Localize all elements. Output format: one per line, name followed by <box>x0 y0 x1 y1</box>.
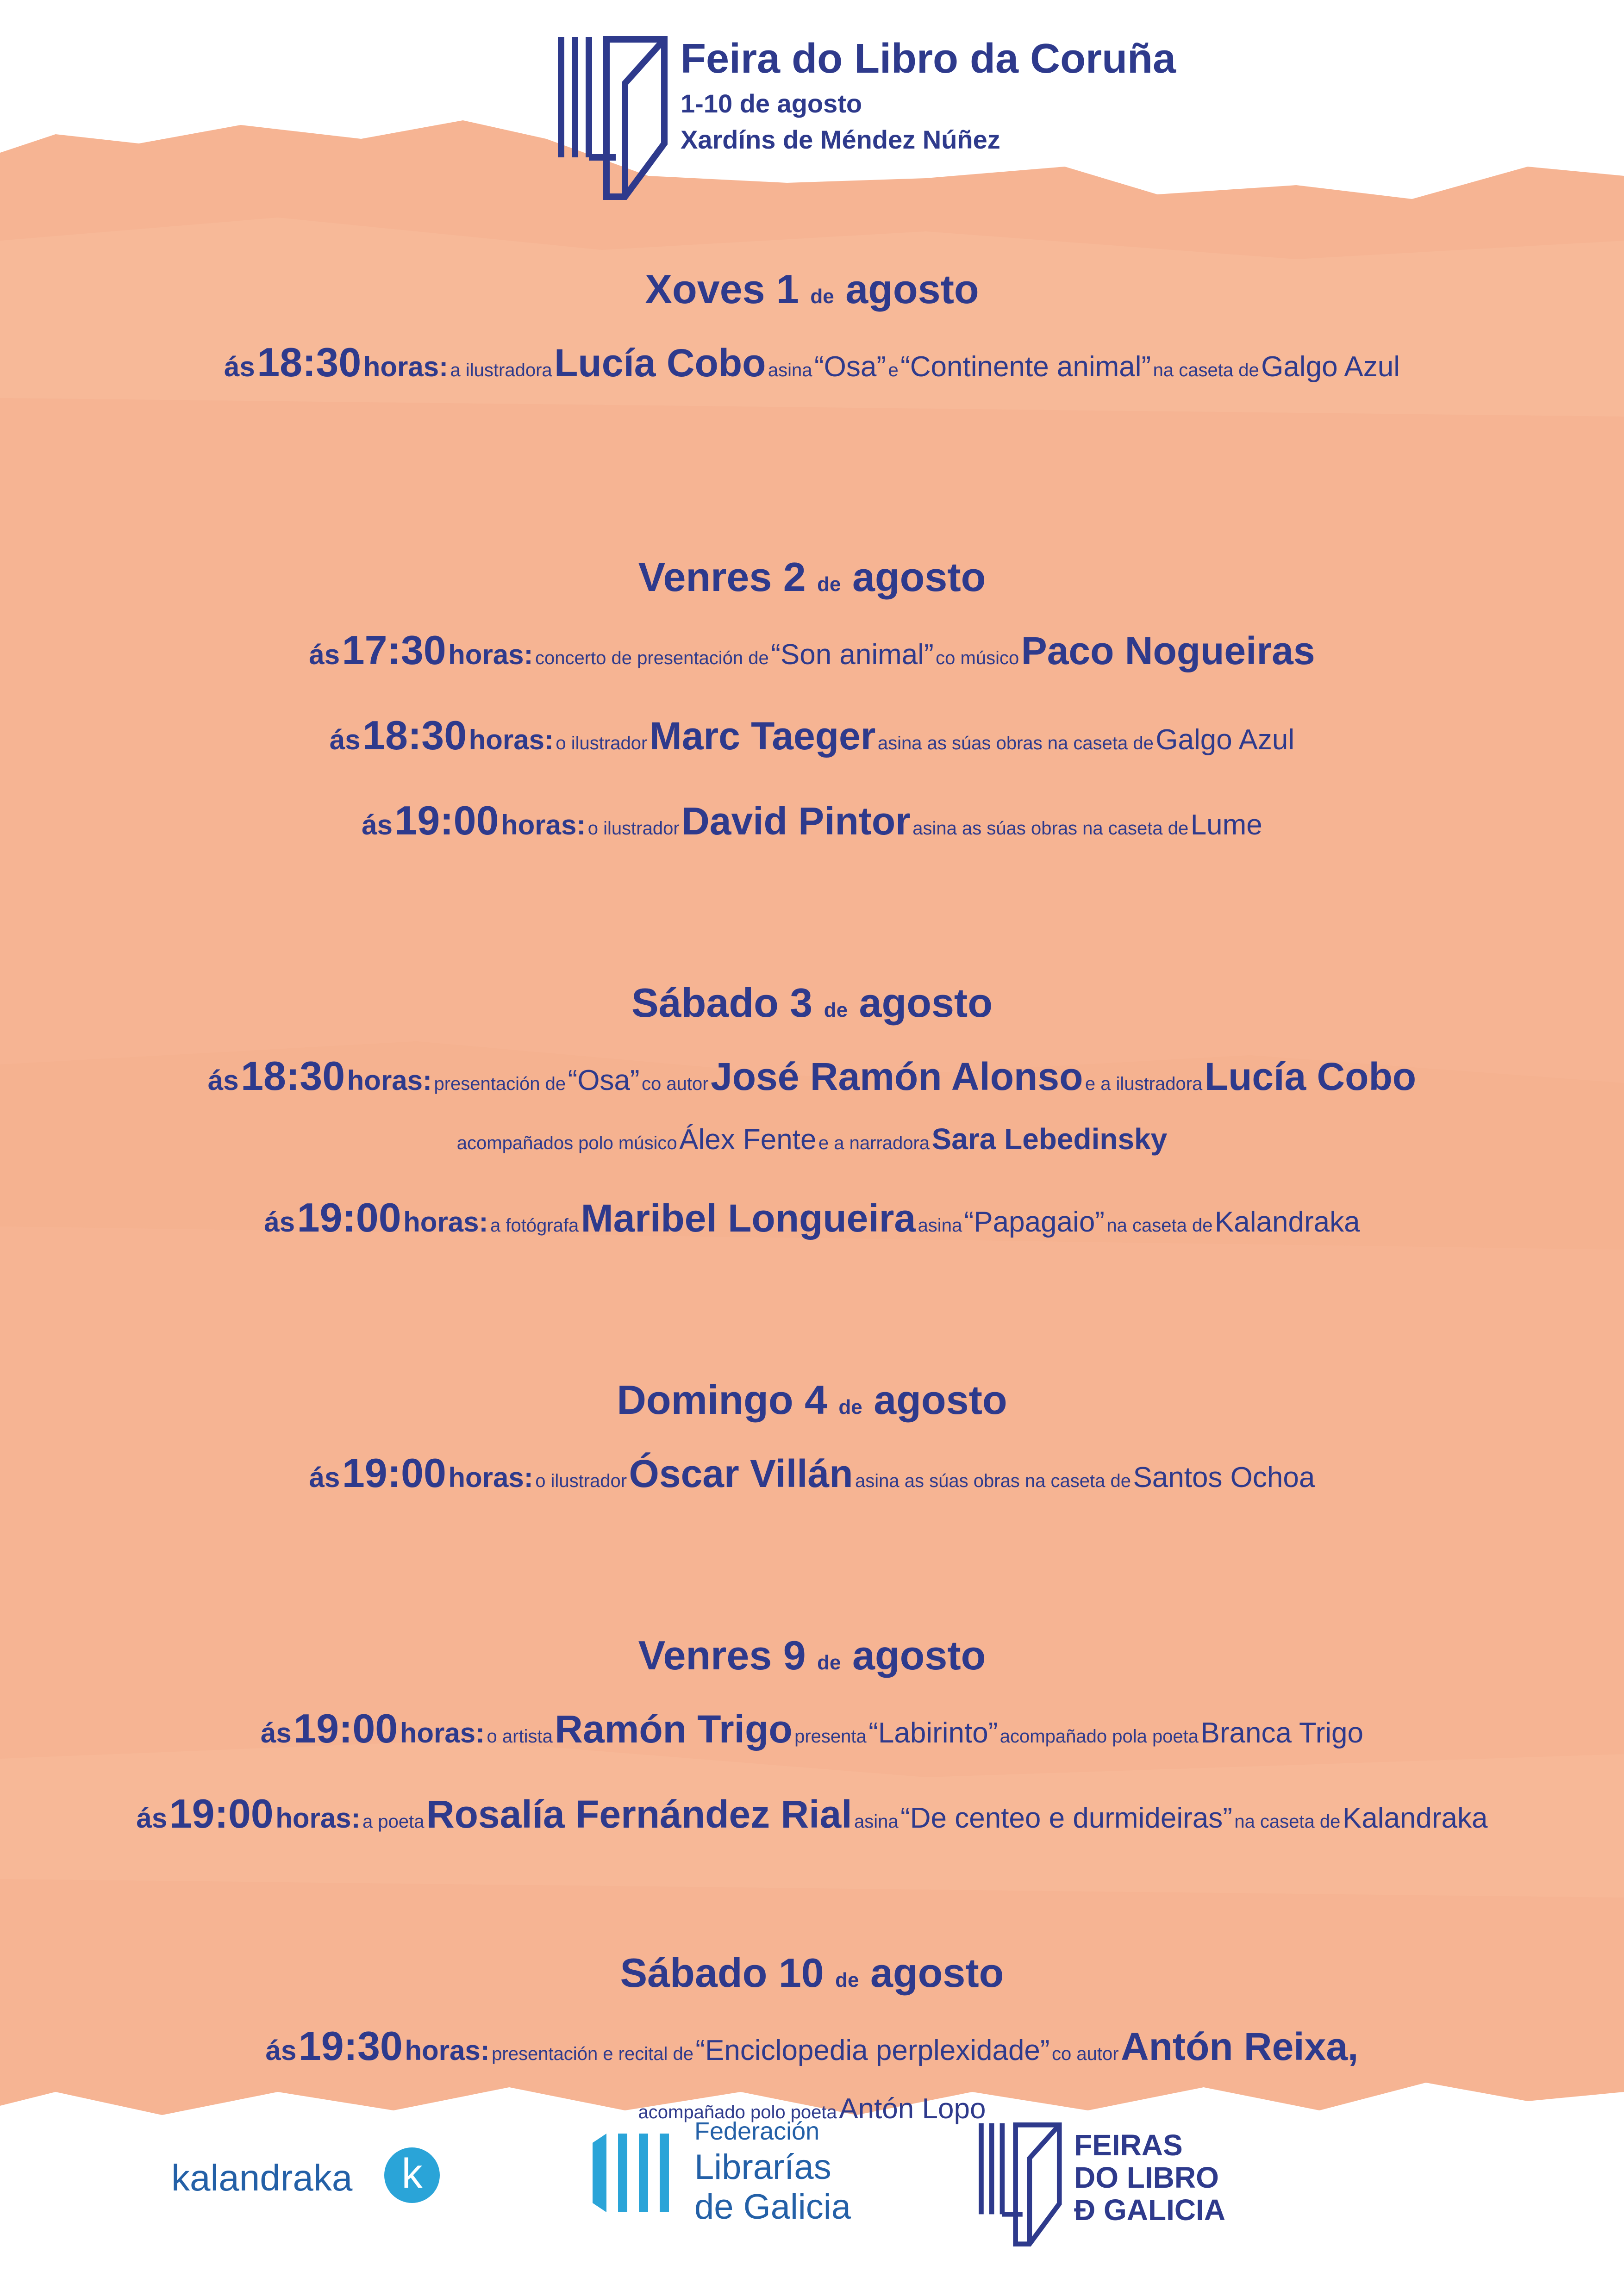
event-line: ás 19:00 horas: o ilustrador David Pintor asina as súas obras na caseta de Lume <box>362 797 1262 843</box>
feiras-line2: DO LIBRO <box>1074 2161 1219 2194</box>
event-person: José Ramón Alonso <box>711 1055 1083 1098</box>
fair-venue: Xardíns de Méndez Núñez <box>681 125 1000 154</box>
event-person: Lucía Cobo <box>554 341 766 385</box>
event-person: Álex Fente <box>679 1124 817 1156</box>
event-time: 19:00 <box>342 1450 446 1496</box>
day-block <box>69 1625 1555 1851</box>
event-place: Kalandraka <box>1214 1206 1360 1238</box>
event-line: ás 17:30 horas: concerto de presentación de “Son animal” co músico Paco Nogueiras <box>309 627 1315 673</box>
event-time: 19:00 <box>294 1705 398 1751</box>
fair-dates: 1-10 de agosto <box>681 89 862 118</box>
event-line: ás 19:00 horas: o ilustrador Óscar Villán asina as súas obras na caseta de Santos Ochoa <box>309 1450 1315 1496</box>
event-time: 18:30 <box>241 1053 345 1099</box>
event-time: 19:00 <box>297 1195 401 1240</box>
event-line: ás 18:30 horas: a ilustradora Lucía Cobo asina “Osa” e “Continente animal” na caseta de Galgo Azul <box>224 339 1400 385</box>
event-place: Galgo Azul <box>1261 351 1400 383</box>
event-line: ás 19:00 horas: o artista Ramón Trigo presenta “Labirinto” acompañado pola poeta Branca Trigo <box>260 1705 1364 1751</box>
event-line: ás 18:30 horas: o ilustrador Marc Taeger asina as súas obras na caseta de Galgo Azul <box>329 712 1295 758</box>
header <box>556 32 1204 208</box>
feiras-do-libro-galicia-logo <box>977 2120 1278 2259</box>
day-title: Xoves 1 de agosto <box>645 266 979 312</box>
federacion-line3: de Galicia <box>694 2187 851 2227</box>
event-place: Santos Ochoa <box>1133 1462 1315 1493</box>
day-block <box>69 259 1555 400</box>
event-time: 17:30 <box>342 627 446 673</box>
federacion-stripes-icon <box>583 2124 676 2217</box>
event-person: Marc Taeger <box>649 714 876 758</box>
federacion-line1: Federación <box>694 2117 820 2145</box>
day-title: Venres 9 de agosto <box>638 1632 986 1678</box>
event-place: Galgo Azul <box>1156 724 1295 756</box>
event-time: 18:30 <box>362 712 467 758</box>
event-person: Antón Reixa, <box>1121 2025 1359 2068</box>
feiras-book-logo-icon <box>556 32 671 204</box>
day-title: Venres 2 de agosto <box>638 554 986 600</box>
event-title: “Osa” <box>814 351 886 383</box>
event-person: Paco Nogueiras <box>1021 629 1315 672</box>
event-title: “Enciclopedia perplexidade” <box>695 2035 1050 2066</box>
feiras-line3: Đ GALICIA <box>1074 2193 1226 2227</box>
event-place: Kalandraka <box>1342 1802 1488 1834</box>
event-person: Ramón Trigo <box>555 1707 793 1751</box>
day-title: Sábado 10 de agosto <box>620 1950 1004 1996</box>
event-title: “Continente animal” <box>900 351 1151 383</box>
event-place: Branca Trigo <box>1200 1717 1364 1749</box>
event-place: Lume <box>1190 809 1262 841</box>
feiras-line1: FEIRAS <box>1074 2128 1183 2162</box>
event-person: Maribel Longueira <box>581 1196 916 1240</box>
event-person: Sara Lebedinsky <box>931 1122 1168 1156</box>
programme <box>69 259 1555 2161</box>
event-title: “Osa” <box>568 1064 640 1096</box>
event-person: Óscar Villán <box>629 1452 853 1495</box>
kalandraka-logo <box>171 2147 449 2208</box>
event-title: “Labirinto” <box>868 1717 998 1749</box>
kalandraka-wordmark: kalandraka <box>171 2157 353 2198</box>
event-line: ás 18:30 horas: presentación de “Osa” co autor José Ramón Alonso e a ilustradora Lucía Cobo <box>207 1053 1417 1099</box>
event-line: ás 19:00 horas: a fotógrafa Maribel Longueira asina “Papagaio” na caseta de Kalandraka <box>264 1195 1360 1240</box>
event-person: Antón Lopo <box>839 2093 986 2125</box>
federacion-librarias-logo <box>583 2115 880 2226</box>
federacion-line2: Librarías <box>694 2147 831 2187</box>
event-person: Lucía Cobo <box>1204 1055 1417 1098</box>
event-title: “Son animal” <box>771 639 934 671</box>
event-title: “De centeo e durmideiras” <box>900 1802 1232 1834</box>
event-title: “Papagaio” <box>964 1206 1105 1238</box>
event-time: 19:00 <box>169 1791 274 1836</box>
event-time: 19:00 <box>394 797 499 843</box>
day-title: Domingo 4 de agosto <box>617 1377 1007 1423</box>
event-subline: acompañado polo poeta Antón Lopo <box>638 2093 986 2125</box>
event-subline: acompañados polo músico Álex Fente e a narradora Sara Lebedinsky <box>456 1122 1168 1156</box>
event-line: ás 19:00 horas: a poeta Rosalía Fernández Rial asina “De centeo e durmideiras” na caseta de Kalandraka <box>136 1791 1488 1836</box>
day-block <box>69 547 1555 858</box>
day-block <box>69 1943 1555 2137</box>
fair-title: Feira do Libro da Coruña <box>681 36 1176 82</box>
day-block <box>69 973 1555 1255</box>
event-time: 19:30 <box>298 2023 403 2069</box>
feiras-book-small-icon <box>977 2120 1065 2249</box>
kalandraka-k-badge-icon: k <box>384 2147 440 2203</box>
event-line: ás 19:30 horas: presentación e recital de “Enciclopedia perplexidade” co autor Antón Reixa, <box>265 2023 1359 2069</box>
day-block <box>69 1370 1555 1511</box>
event-time: 18:30 <box>257 339 362 385</box>
event-person: David Pintor <box>681 799 911 843</box>
event-person: Rosalía Fernández Rial <box>426 1792 852 1836</box>
day-title: Sábado 3 de agosto <box>631 980 993 1026</box>
